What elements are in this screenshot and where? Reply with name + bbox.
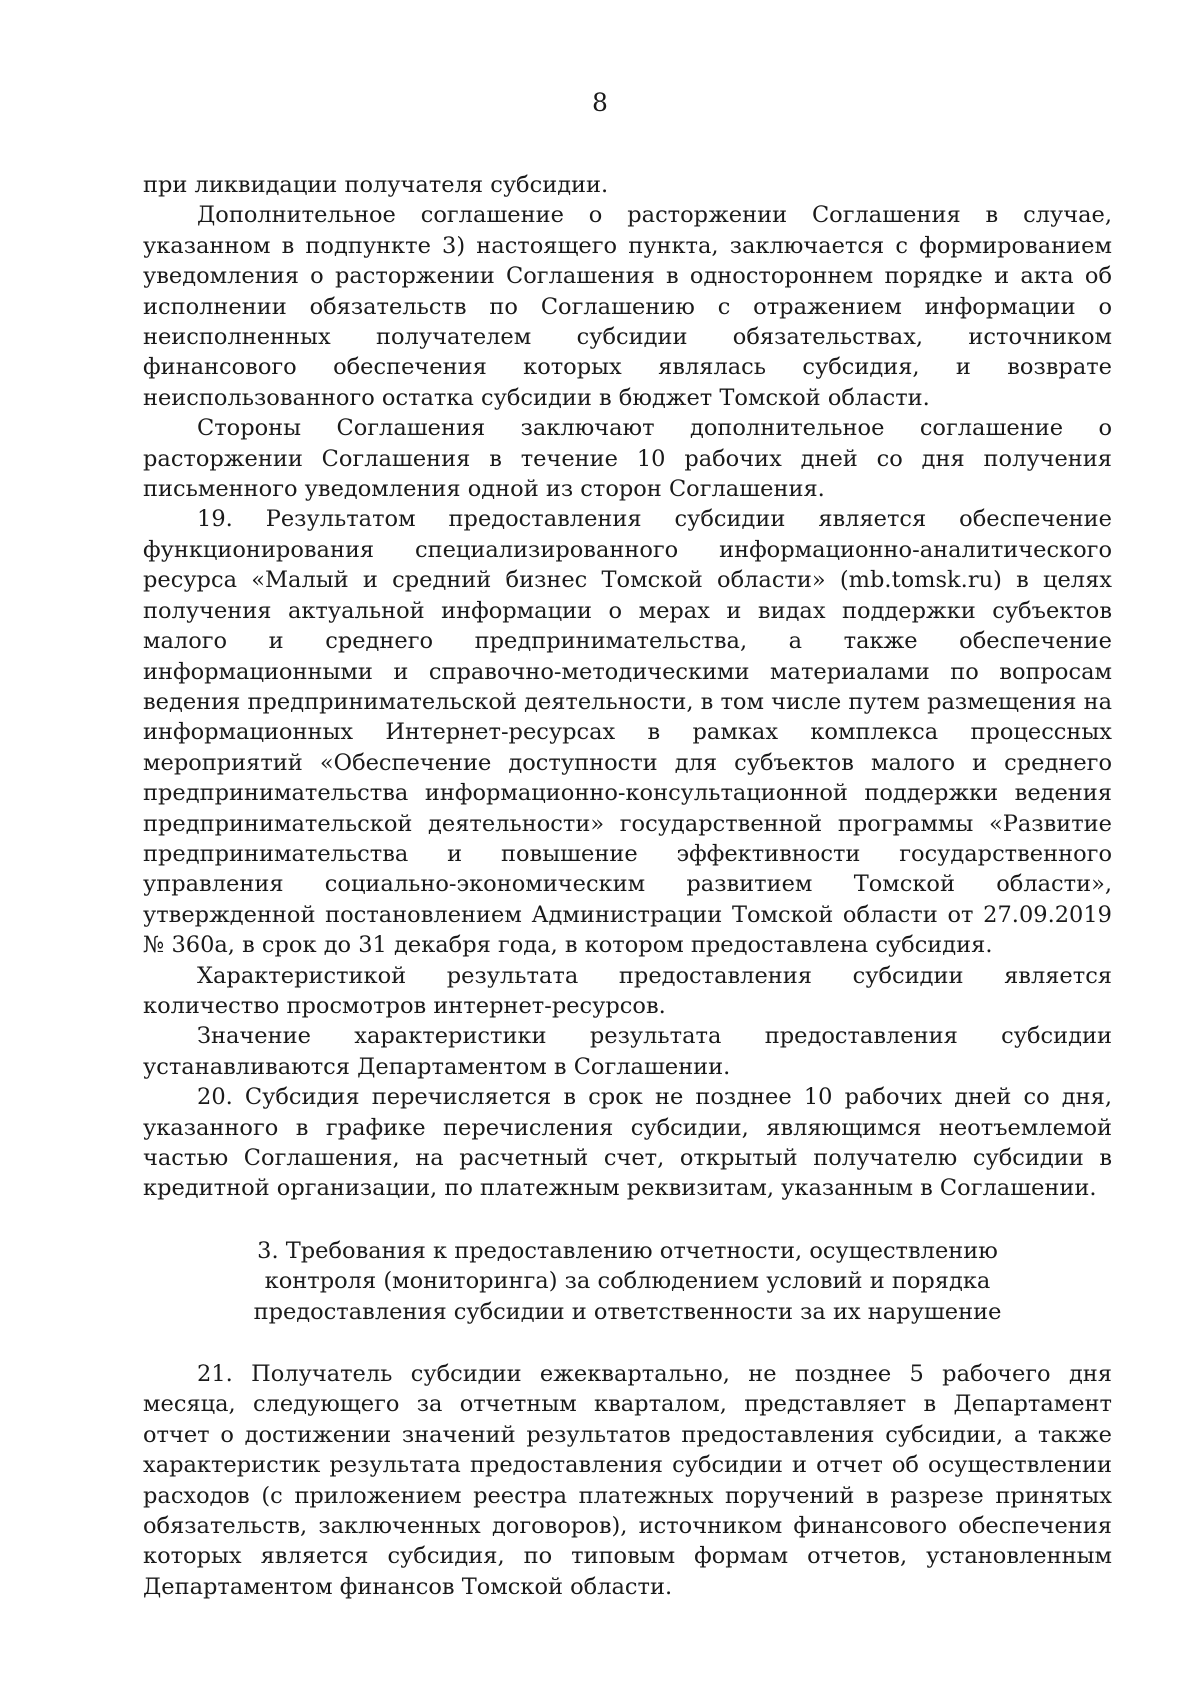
paragraph-item-20: 20. Субсидия перечисляется в срок не позднее 10 рабочих дней со дня, указанного в графике перечисления субсидии, являющимся неотъемлемой частью Соглашения, на расчетный счет, открытый получателю субсидии в кредитной организации, по платежным реквизитам, указанным в Соглашении. [143, 1084, 1112, 1202]
paragraph-item-21: 21. Получатель субсидии ежеквартально, не позднее 5 рабочего дня месяца, следующего за отчетным кварталом, представляет в Департамент отчет о достижении значений результатов предоставления субсидии, а также характеристик результата предоставления субсидии и отчет об осуществлении расходов (с приложением реестра платежных поручений в разрезе принятых обязательств, заключенных договоров), источником финансового обеспечения которых является субсидия, по типовым формам отчетов, установленным Департаментом финансов Томской области. [143, 1361, 1112, 1600]
paragraph: Дополнительное соглашение о расторжении Соглашения в случае, указанном в подпункте 3) настоящего пункта, заключается с формированием уведомления о расторжении Соглашения в одностороннем порядке и акта об исполнении обязательств по Соглашению с отражением информации о неисполненных получателем субсидии обязательствах, источником финансового обеспечения которых являлась субсидия, и возврате неиспользованного остатка субсидии в бюджет Томской области. [143, 202, 1112, 411]
section-heading-line: предоставления субсидии и ответственности за их нарушение [253, 1298, 1002, 1325]
paragraph: Стороны Соглашения заключают дополнительное соглашение о расторжении Соглашения в течение 10 рабочих дней со дня получения письменного уведомления одной из сторон Соглашения. [143, 415, 1112, 503]
section-heading-line: контроля (мониторинга) за соблюдением условий и порядка [264, 1268, 991, 1295]
section-heading-line: 3. Требования к предоставлению отчетности, осуществлению [257, 1237, 998, 1264]
paragraph: Характеристикой результата предоставления субсидии является количество просмотров интернет-ресурсов. [143, 962, 1112, 1019]
paragraph: Значение характеристики результата предоставления субсидии устанавливаются Департаментом в Соглашении. [143, 1023, 1112, 1080]
paragraph: при ликвидации получателя субсидии. [143, 172, 609, 198]
document-body [143, 170, 1112, 1602]
page-number: 8 [592, 88, 608, 117]
paragraph-item-19: 19. Результатом предоставления субсидии является обеспечение функционирования специализированного информационно-аналитического ресурса «Малый и средний бизнес Томской области» (mb.tomsk.ru) в целях получения актуальной информации о мерах и видах поддержки субъектов малого и среднего предпринимательства, а также обеспечение информационными и справочно-методическими материалами по вопросам ведения предпринимательской деятельности, в том числе путем размещения на информационных Интернет-ресурсах в рамках комплекса процессных мероприятий «Обеспечение доступности для субъектов малого и среднего предпринимательства информационно-консультационной поддержки ведения предпринимательской деятельности» государственной программы «Развитие предпринимательства и повышение эффективности государственного управления социально-экономическим развитием Томской области», утвержденной постановлением Администрации Томской области от 27.09.2019 № 360а, в срок до 31 декабря года, в котором предоставлена субсидия. [143, 506, 1112, 959]
section-heading [143, 1236, 1112, 1327]
